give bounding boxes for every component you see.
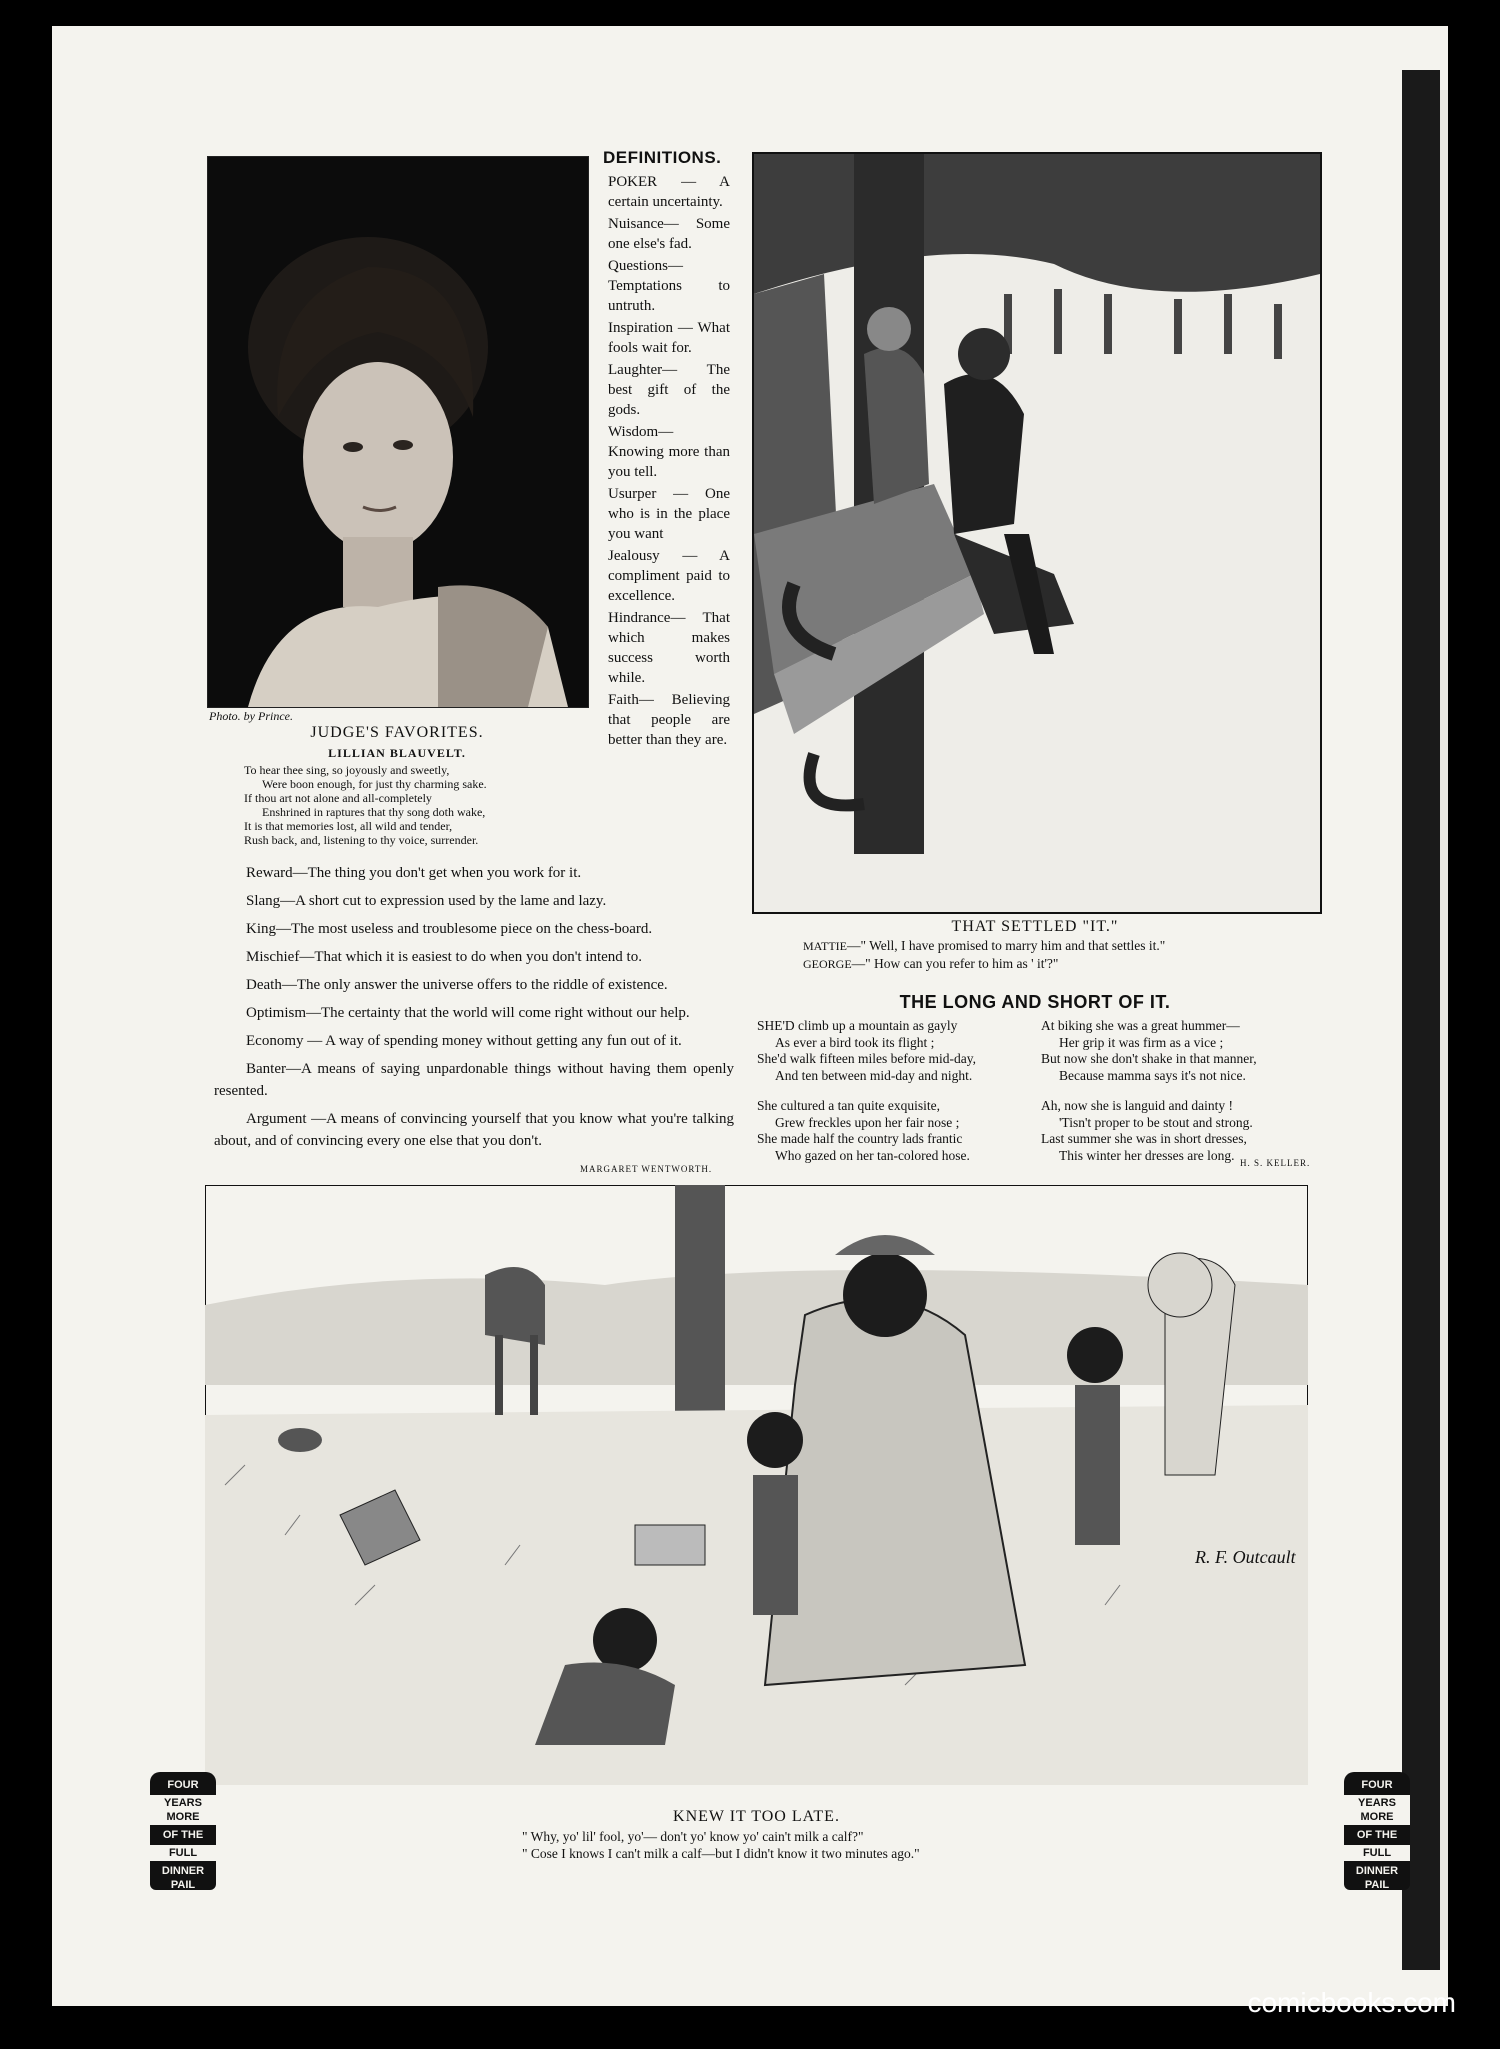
pail-line: DINNER <box>161 1865 205 1877</box>
quote: —" Well, I have promised to marry him and that settles it." <box>847 938 1166 953</box>
definition-item: Usurper — One who is in the place you want <box>608 486 730 542</box>
dialog-line: " Cose I knows I can't milk a calf—but I didn't know it two minutes ago." <box>522 1846 920 1861</box>
verse-line: To hear thee sing, so joyously and sweetly, <box>244 763 450 777</box>
verse-line: Ah, now she is languid and dainty ! <box>1041 1098 1233 1113</box>
pail-line: PAIL <box>170 1879 196 1891</box>
portrait-verse <box>244 763 574 847</box>
definition-item: Inspiration — What fools wait for. <box>608 320 730 356</box>
quote: —" How can you refer to him as ' it'?" <box>851 956 1059 971</box>
stanza <box>757 1098 1039 1164</box>
definition-item: Argument —A means of convincing yourself that you know what you're talking about, and of convincing every one else that you don't. <box>214 1111 734 1149</box>
definition-item: Death—The only answer the universe offers to the riddle of existence. <box>246 977 668 993</box>
verse-line: As ever a bird took its flight ; <box>775 1034 935 1050</box>
cartoon-illustration <box>205 1185 1308 1785</box>
verse-line: 'Tisn't proper to be stout and strong. <box>1059 1114 1253 1130</box>
pail-line: OF THE <box>162 1829 204 1841</box>
verse-line: SHE'D climb up a mountain as gayly <box>757 1018 958 1033</box>
pail-line: FULL <box>150 1845 216 1861</box>
stanza <box>757 1018 1039 1084</box>
portrait-subject: LILLIAN BLAUVELT. <box>328 746 466 760</box>
dinner-pail-right <box>1344 1772 1410 1890</box>
pail-line: YEARS MORE <box>1344 1795 1410 1825</box>
definition-item: Slang—A short cut to expression used by the lame and lazy. <box>246 893 607 909</box>
definitions-author: MARGARET WENTWORTH. <box>580 1164 713 1174</box>
definition-item: Hindrance— That which makes success worth while. <box>608 610 730 686</box>
site-watermark: comicbooks.com <box>1247 1987 1456 2018</box>
definition-item: Mischief—That which it is easiest to do when you don't intend to. <box>246 949 642 965</box>
pail-line: DINNER <box>1355 1865 1399 1877</box>
definition-item: Faith— Believing that people are better than they are. <box>608 692 730 748</box>
settled-dialog <box>803 937 1303 973</box>
portrait-heading: JUDGE'S FAVORITES. <box>310 724 484 741</box>
poem-column-right <box>1041 1018 1323 1164</box>
verse-line: But now she don't shake in that manner, <box>1041 1051 1257 1066</box>
dialog-line <box>803 955 1303 973</box>
cartoon-signature: R. F. Outcault <box>1195 1547 1296 1567</box>
verse-line: Were boon enough, for just thy charming sake. <box>262 777 487 791</box>
portrait-photo <box>207 156 589 708</box>
definition-item: Jealousy — A compliment paid to excellence. <box>608 548 730 604</box>
definition-item: Optimism—The certainty that the world will come right without our help. <box>246 1005 690 1021</box>
settled-title: THAT SETTLED "IT." <box>951 918 1119 935</box>
long-short-author: H. S. KELLER. <box>1240 1158 1311 1168</box>
definition-item: Reward—The thing you don't get when you work for it. <box>246 865 582 881</box>
definition-item: Questions— Temptations to untruth. <box>608 258 730 314</box>
verse-line: Because mamma says it's not nice. <box>1059 1067 1246 1083</box>
speaker: GEORGE <box>803 957 852 971</box>
cartoon-dialog <box>522 1828 1222 1862</box>
verse-line: She cultured a tan quite exquisite, <box>757 1098 940 1113</box>
verse-line: It is that memories lost, all wild and tender, <box>244 819 453 833</box>
verse-line: Rush back, and, listening to thy voice, surrender. <box>244 833 479 847</box>
definition-item: Nuisance— Some one else's fad. <box>608 216 730 252</box>
verse-line: And ten between mid-day and night. <box>775 1067 973 1083</box>
verse-line: Last summer she was in short dresses, <box>1041 1131 1247 1146</box>
verse-line: This winter her dresses are long. <box>1059 1147 1235 1163</box>
definition-item: Laughter— The best gift of the gods. <box>608 362 730 418</box>
pail-line: FOUR <box>1361 1779 1393 1791</box>
photo-credit: Photo. by Prince. <box>209 709 293 723</box>
park-bench-illustration <box>752 152 1322 914</box>
definition-item: Banter—A means of saying unpardonable things without having them openly resented. <box>214 1061 734 1099</box>
definition-item: Wisdom— Knowing more than you tell. <box>608 424 730 480</box>
book-spine <box>1402 70 1440 1970</box>
stanza <box>1041 1098 1323 1164</box>
verse-line: She made half the country lads frantic <box>757 1131 963 1146</box>
cartoon-title: KNEW IT TOO LATE. <box>673 1808 840 1825</box>
verse-line: If thou art not alone and all-completely <box>244 791 432 805</box>
verse-line: At biking she was a great hummer— <box>1041 1018 1240 1033</box>
definitions-wide-column <box>214 862 734 1158</box>
verse-line: Enshrined in raptures that thy song doth wake, <box>262 805 486 819</box>
speaker: MATTIE <box>803 939 847 953</box>
long-short-title: THE LONG AND SHORT OF IT. <box>899 992 1171 1012</box>
dialog-line: " Why, yo' lil' fool, yo'— don't yo' know yo' cain't milk a calf?" <box>522 1829 864 1844</box>
pail-line: PAIL <box>1364 1879 1390 1891</box>
page-edge <box>1440 90 1448 1950</box>
verse-line: She'd walk fifteen miles before mid-day, <box>757 1051 976 1066</box>
pail-line: FOUR <box>167 1779 199 1791</box>
definition-item: Economy — A way of spending money without getting any fun out of it. <box>246 1033 682 1049</box>
definition-item: King—The most useless and troublesome piece on the chess-board. <box>246 921 653 937</box>
pail-line: OF THE <box>1356 1829 1398 1841</box>
pail-line: YEARS MORE <box>150 1795 216 1825</box>
stanza <box>1041 1018 1323 1084</box>
poem-column-left <box>757 1018 1039 1164</box>
verse-line: Grew freckles upon her fair nose ; <box>775 1114 960 1130</box>
dialog-line <box>803 937 1303 955</box>
definitions-heading: DEFINITIONS. <box>603 148 722 167</box>
verse-line: Her grip it was firm as a vice ; <box>1059 1034 1224 1050</box>
pail-line: FULL <box>1344 1845 1410 1861</box>
dinner-pail-left <box>150 1772 216 1890</box>
definition-item: POKER — A certain uncertainty. <box>608 174 730 210</box>
verse-line: Who gazed on her tan-colored hose. <box>775 1147 970 1163</box>
definitions-narrow-column <box>608 172 730 752</box>
